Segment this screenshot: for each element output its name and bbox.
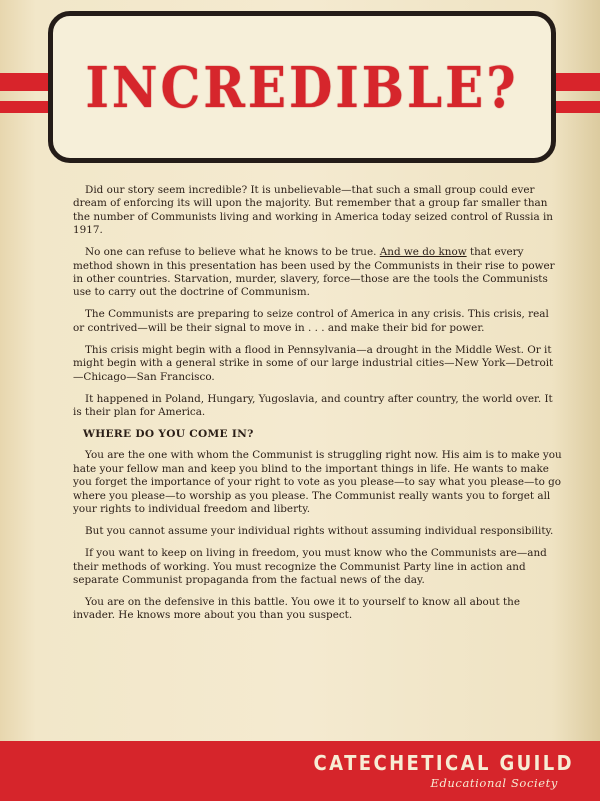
paragraph-7: But you cannot assume your individual rights without assuming individual responsibility. (85, 525, 554, 538)
publisher-subtitle: Educational Society (430, 776, 558, 790)
underlined-phrase: And we do know (379, 246, 467, 259)
paragraph-8: If you want to keep on living in freedom, you must know who the Communists are—and their methods of working. You must recognize the Communist Party line in action and separate Communist propaganda from the factual news of the day. (73, 547, 547, 586)
paragraph-2: No one can refuse to believe what he knows to be true. And we do know that every method shown in this presentation has been used by the Communists in their rise to power in other countries. Starvation, murder, slavery, force—those are the tools the Communists use to carry out the doctrine of Communism. (73, 246, 555, 299)
paragraph-4: This crisis might begin with a flood in Pennsylvania—a drought in the Middle West. Or it might begin with a general strike in some of our large industrial cities—New York—Detroit—Chicago—San Francisco. (73, 343, 554, 383)
paragraph-6: You are the one with whom the Communist is struggling right now. His aim is to make you hate your fellow man and keep you blind to the important things in life. He wants to make you forget the importance of your right to vote as you please—to say what you please—to go where you please—to worship as you please. The Communist really wants you to forget all your rights to individual freedom and liberty. (73, 449, 562, 516)
paragraph-1: Did our story seem incredible? It is unbelievable—that such a small group could ever dream of enforcing its will upon the majority. But remember that a group far smaller than the number of Communists living and working in America today seized control of Russia in 1917. (73, 184, 553, 237)
paragraph-3: The Communists are preparing to seize control of America in any crisis. This crisis, real or contrived—will be their signal to move in . . . and make their bid for power. (73, 308, 549, 334)
article-body (73, 184, 563, 631)
footer-banner (0, 741, 600, 801)
paragraph-5: It happened in Poland, Hungary, Yugoslavia, and country after country, the world over. It is their plan for America. (73, 392, 553, 419)
page-title: INCREDIBLE? (85, 53, 519, 121)
section-heading: WHERE DO YOU COME IN? (83, 428, 254, 441)
title-box (48, 11, 556, 163)
publisher-name: CATECHETICAL GUILD (313, 751, 574, 776)
paragraph-9: You are on the defensive in this battle. You owe it to yourself to know all about the invader. He knows more about you than you suspect. (73, 595, 520, 622)
